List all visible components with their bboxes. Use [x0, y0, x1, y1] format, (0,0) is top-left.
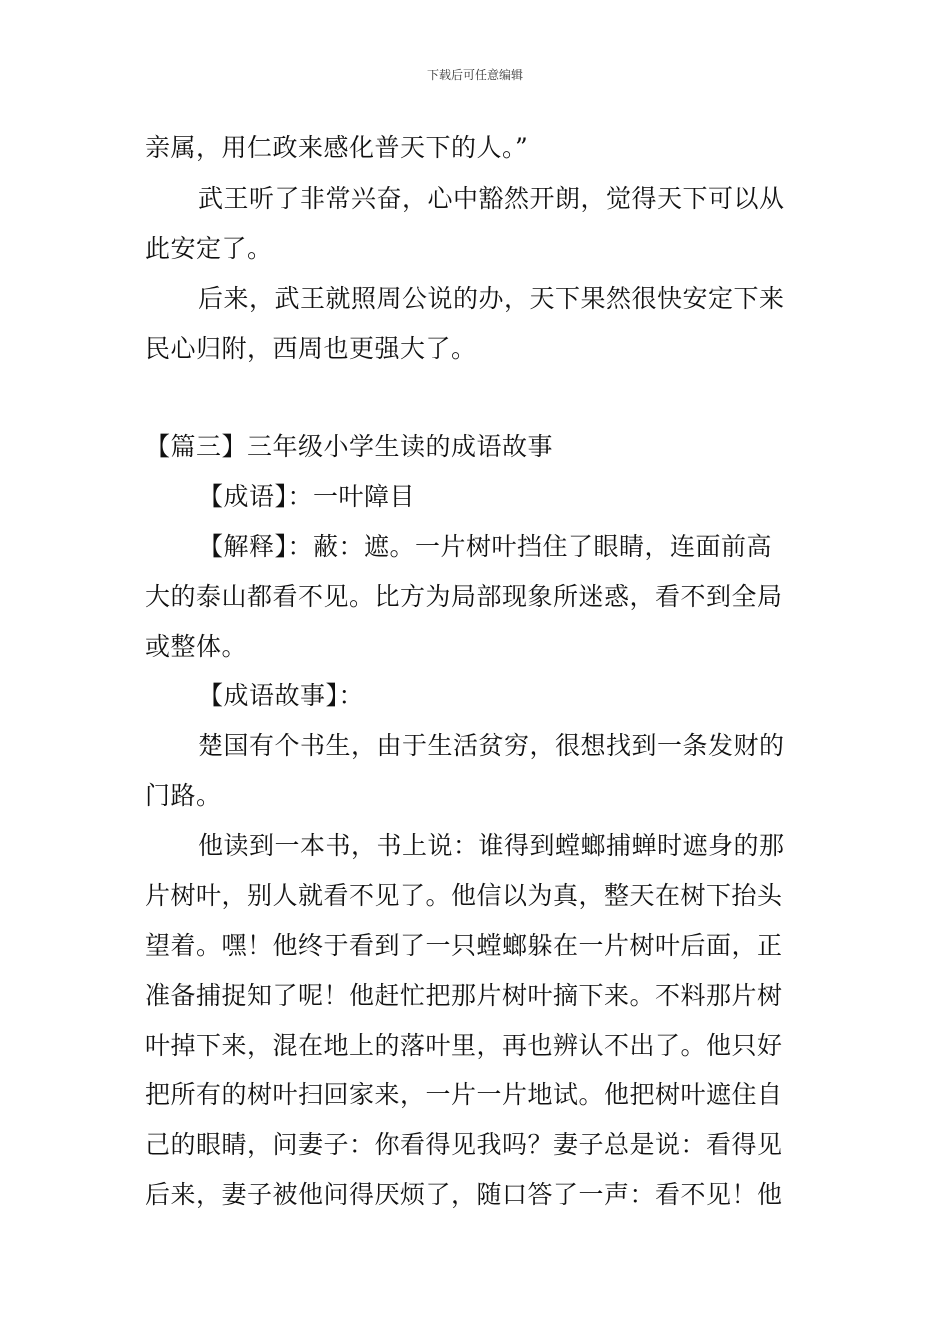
text-line: 楚国有个书生，由于生活贫穷，很想找到一条发财的 [198, 731, 785, 760]
text-line: 亲属，用仁政来感化普天下的人。” [145, 133, 529, 162]
text-line: 或整体。 [145, 632, 248, 661]
text-line: 叶掉下来，混在地上的落叶里，再也辨认不出了。他只好 [145, 1031, 783, 1060]
text-line: 民心归附，西周也更强大了。 [145, 334, 477, 363]
text-line: 准备捕捉知了呢！他赶忙把那片树叶摘下来。不料那片树 [145, 981, 783, 1010]
text-line: 后来，武王就照周公说的办，天下果然很快安定下来 [198, 284, 785, 313]
text-line: 己的眼睛，问妻子：你看得见我吗？妻子总是说：看得见 [145, 1130, 783, 1159]
page-header: 下载后可任意编辑 [426, 68, 523, 82]
text-line: 门路。 [145, 781, 222, 810]
text-line: 【成语】：一叶障目 [198, 482, 416, 511]
text-line: 【成语故事】： [198, 681, 365, 710]
text-line: 后来，妻子被他问得厌烦了，随口答了一声：看不见！他 [145, 1180, 783, 1209]
text-line: 此安定了。 [145, 234, 273, 263]
text-line: 他读到一本书，书上说：谁得到螳螂捕蝉时遮身的那 [198, 831, 785, 860]
text-line: 武王听了非常兴奋，心中豁然开朗，觉得天下可以从 [198, 184, 785, 213]
text-line: 【解释】：蔽：遮。一片树叶挡住了眼睛，连面前高 [198, 532, 773, 561]
text-line: 望着。嘿！他终于看到了一只螳螂躲在一片树叶后面，正 [145, 931, 783, 960]
text-line: 片树叶，别人就看不见了。他信以为真，整天在树下抬头 [145, 881, 783, 910]
text-line: 大的泰山都看不见。比方为局部现象所迷惑，看不到全局 [145, 582, 783, 611]
section-heading: 【篇三】三年级小学生读的成语故事 [145, 432, 554, 461]
text-line: 把所有的树叶扫回家来，一片一片地试。他把树叶遮住自 [145, 1080, 783, 1109]
